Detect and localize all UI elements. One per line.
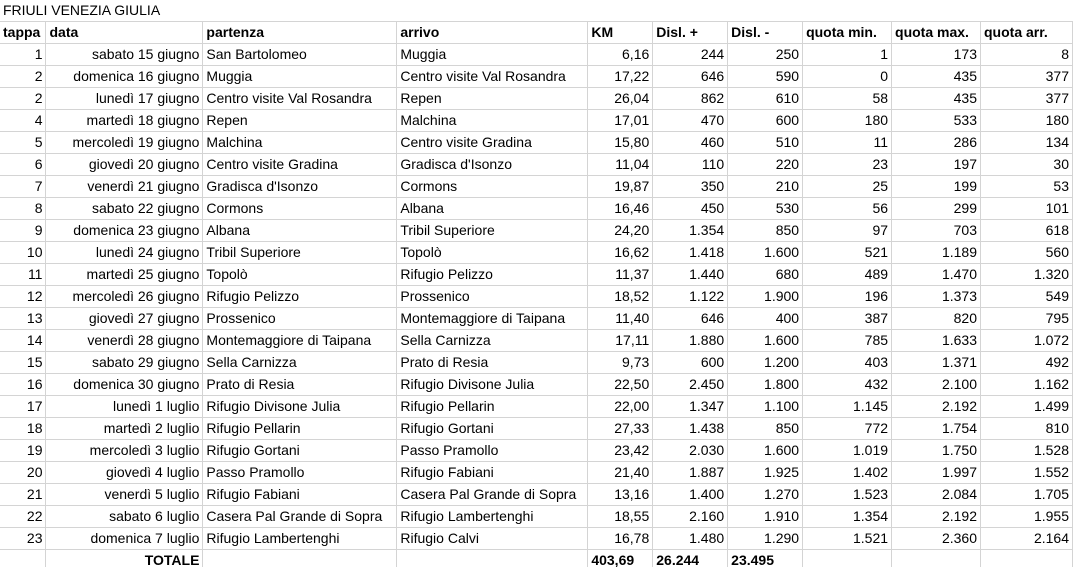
tappa-cell[interactable]: 8 xyxy=(0,198,46,220)
disl-plus-cell[interactable]: 2.030 xyxy=(653,440,728,462)
table-row xyxy=(0,242,1073,264)
quota-max-cell[interactable]: 2.084 xyxy=(892,484,981,506)
arrivo-cell[interactable]: Rifugio Calvi xyxy=(397,528,588,550)
quota-arr-cell[interactable]: 1.528 xyxy=(981,440,1073,462)
table-row xyxy=(0,308,1073,330)
km-cell[interactable]: 19,87 xyxy=(588,176,653,198)
quota-arr-cell[interactable]: 560 xyxy=(981,242,1073,264)
partenza-cell[interactable]: Centro visite Val Rosandra xyxy=(203,88,397,110)
header-cell[interactable]: partenza xyxy=(203,22,397,44)
data-cell[interactable]: giovedì 4 luglio xyxy=(46,462,203,484)
disl-plus-cell[interactable]: 1.440 xyxy=(653,264,728,286)
data-cell[interactable]: sabato 29 giugno xyxy=(46,352,203,374)
tappa-cell[interactable]: 6 xyxy=(0,154,46,176)
quota-arr-cell[interactable]: 810 xyxy=(981,418,1073,440)
partenza-cell[interactable]: Rifugio Lambertenghi xyxy=(203,528,397,550)
table-row xyxy=(0,352,1073,374)
tappa-cell[interactable]: 16 xyxy=(0,374,46,396)
quota-max-cell[interactable]: 1.470 xyxy=(892,264,981,286)
km-cell[interactable]: 22,50 xyxy=(588,374,653,396)
title-row xyxy=(0,0,1073,22)
table-row xyxy=(0,198,1073,220)
table-row xyxy=(0,484,1073,506)
quota-min-cell[interactable]: 1 xyxy=(803,44,892,66)
disl-minus-cell[interactable]: 400 xyxy=(728,308,803,330)
table-row xyxy=(0,264,1073,286)
tappa-cell[interactable]: 5 xyxy=(0,132,46,154)
disl-minus-cell[interactable]: 1.910 xyxy=(728,506,803,528)
quota-min-cell[interactable]: 403 xyxy=(803,352,892,374)
quota-arr-cell[interactable]: 492 xyxy=(981,352,1073,374)
quota-min-cell[interactable]: 56 xyxy=(803,198,892,220)
partenza-cell[interactable]: Cormons xyxy=(203,198,397,220)
data-cell[interactable]: sabato 22 giugno xyxy=(46,198,203,220)
km-cell[interactable]: 17,22 xyxy=(588,66,653,88)
disl-minus-cell[interactable]: 1.100 xyxy=(728,396,803,418)
km-cell[interactable]: 11,04 xyxy=(588,154,653,176)
quota-max-cell[interactable]: 197 xyxy=(892,154,981,176)
quota-max-cell[interactable]: 1.189 xyxy=(892,242,981,264)
arrivo-cell[interactable]: Rifugio Pellarin xyxy=(397,396,588,418)
quota-max-cell[interactable]: 820 xyxy=(892,308,981,330)
data-cell[interactable]: giovedì 20 giugno xyxy=(46,154,203,176)
km-cell[interactable]: 17,11 xyxy=(588,330,653,352)
disl-plus-cell[interactable]: 110 xyxy=(653,154,728,176)
data-cell[interactable]: domenica 7 luglio xyxy=(46,528,203,550)
arrivo-cell[interactable]: Repen xyxy=(397,88,588,110)
table-row xyxy=(0,396,1073,418)
tappa-cell[interactable]: 21 xyxy=(0,484,46,506)
data-cell[interactable]: martedì 2 luglio xyxy=(46,418,203,440)
disl-plus-cell[interactable]: 460 xyxy=(653,132,728,154)
arrivo-cell[interactable]: Montemaggiore di Taipana xyxy=(397,308,588,330)
table-row xyxy=(0,418,1073,440)
disl-minus-cell[interactable]: 1.200 xyxy=(728,352,803,374)
quota-min-cell[interactable]: 25 xyxy=(803,176,892,198)
partenza-cell[interactable]: Rifugio Pellarin xyxy=(203,418,397,440)
quota-max-cell[interactable]: 1.750 xyxy=(892,440,981,462)
table-row xyxy=(0,66,1073,88)
partenza-cell[interactable]: Albana xyxy=(203,220,397,242)
quota-max-cell[interactable]: 173 xyxy=(892,44,981,66)
km-cell[interactable]: 11,37 xyxy=(588,264,653,286)
partenza-cell[interactable]: Sella Carnizza xyxy=(203,352,397,374)
data-cell[interactable]: martedì 25 giugno xyxy=(46,264,203,286)
quota-max-cell[interactable]: 533 xyxy=(892,110,981,132)
table-row xyxy=(0,286,1073,308)
disl-plus-cell[interactable]: 450 xyxy=(653,198,728,220)
quota-arr-cell[interactable]: 2.164 xyxy=(981,528,1073,550)
disl-plus-cell[interactable]: 2.160 xyxy=(653,506,728,528)
disl-minus-cell[interactable]: 510 xyxy=(728,132,803,154)
partenza-cell[interactable]: San Bartolomeo xyxy=(203,44,397,66)
total-row xyxy=(0,550,1073,567)
quota-min-cell[interactable]: 387 xyxy=(803,308,892,330)
tappa-cell[interactable]: 14 xyxy=(0,330,46,352)
disl-minus-cell[interactable]: 1.270 xyxy=(728,484,803,506)
quota-min-cell[interactable]: 23 xyxy=(803,154,892,176)
quota-max-cell[interactable]: 435 xyxy=(892,66,981,88)
arrivo-cell[interactable]: Muggia xyxy=(397,44,588,66)
disl-minus-cell[interactable]: 590 xyxy=(728,66,803,88)
partenza-cell[interactable]: Casera Pal Grande di Sopra xyxy=(203,506,397,528)
data-cell[interactable]: lunedì 1 luglio xyxy=(46,396,203,418)
table-row xyxy=(0,110,1073,132)
km-cell[interactable]: 27,33 xyxy=(588,418,653,440)
partenza-cell[interactable]: Prato di Resia xyxy=(203,374,397,396)
quota-max-cell[interactable]: 703 xyxy=(892,220,981,242)
total-disl-minus[interactable]: 23.495 xyxy=(728,550,803,567)
quota-min-cell[interactable]: 1.523 xyxy=(803,484,892,506)
data-cell[interactable]: lunedì 17 giugno xyxy=(46,88,203,110)
arrivo-cell[interactable]: Casera Pal Grande di Sopra xyxy=(397,484,588,506)
arrivo-cell[interactable]: Prossenico xyxy=(397,286,588,308)
km-cell[interactable]: 17,01 xyxy=(588,110,653,132)
km-cell[interactable]: 22,00 xyxy=(588,396,653,418)
disl-plus-cell[interactable]: 1.887 xyxy=(653,462,728,484)
table-row xyxy=(0,506,1073,528)
tappa-cell[interactable]: 17 xyxy=(0,396,46,418)
disl-plus-cell[interactable]: 1.880 xyxy=(653,330,728,352)
tappa-cell[interactable]: 7 xyxy=(0,176,46,198)
total-disl-plus[interactable]: 26.244 xyxy=(653,550,728,567)
quota-max-cell[interactable]: 1.373 xyxy=(892,286,981,308)
disl-minus-cell[interactable]: 220 xyxy=(728,154,803,176)
partenza-cell[interactable]: Passo Pramollo xyxy=(203,462,397,484)
disl-plus-cell[interactable]: 1.480 xyxy=(653,528,728,550)
disl-plus-cell[interactable]: 646 xyxy=(653,308,728,330)
disl-minus-cell[interactable]: 1.800 xyxy=(728,374,803,396)
quota-min-cell[interactable]: 1.521 xyxy=(803,528,892,550)
quota-max-cell[interactable]: 2.192 xyxy=(892,506,981,528)
km-cell[interactable]: 15,80 xyxy=(588,132,653,154)
disl-minus-cell[interactable]: 1.290 xyxy=(728,528,803,550)
partenza-cell[interactable]: Montemaggiore di Taipana xyxy=(203,330,397,352)
disl-plus-cell[interactable]: 1.354 xyxy=(653,220,728,242)
quota-min-cell[interactable]: 521 xyxy=(803,242,892,264)
arrivo-cell[interactable]: Prato di Resia xyxy=(397,352,588,374)
km-cell[interactable]: 9,73 xyxy=(588,352,653,374)
km-cell[interactable]: 13,16 xyxy=(588,484,653,506)
quota-arr-cell[interactable]: 8 xyxy=(981,44,1073,66)
table-row xyxy=(0,154,1073,176)
arrivo-cell[interactable]: Rifugio Lambertenghi xyxy=(397,506,588,528)
quota-arr-cell[interactable]: 795 xyxy=(981,308,1073,330)
tappa-cell[interactable]: 4 xyxy=(0,110,46,132)
header-cell[interactable]: KM xyxy=(588,22,653,44)
disl-minus-cell[interactable]: 1.925 xyxy=(728,462,803,484)
partenza-cell[interactable]: Rifugio Divisone Julia xyxy=(203,396,397,418)
tappa-cell[interactable]: 18 xyxy=(0,418,46,440)
data-cell[interactable]: lunedì 24 giugno xyxy=(46,242,203,264)
quota-min-cell[interactable]: 0 xyxy=(803,66,892,88)
quota-min-cell[interactable]: 1.145 xyxy=(803,396,892,418)
tappa-cell[interactable]: 11 xyxy=(0,264,46,286)
quota-min-cell[interactable]: 432 xyxy=(803,374,892,396)
data-cell[interactable]: sabato 6 luglio xyxy=(46,506,203,528)
tappa-cell[interactable]: 19 xyxy=(0,440,46,462)
quota-arr-cell[interactable]: 1.072 xyxy=(981,330,1073,352)
quota-arr-cell[interactable]: 618 xyxy=(981,220,1073,242)
quota-min-cell[interactable]: 772 xyxy=(803,418,892,440)
arrivo-cell[interactable]: Centro visite Val Rosandra xyxy=(397,66,588,88)
disl-plus-cell[interactable]: 2.450 xyxy=(653,374,728,396)
header-cell[interactable]: data xyxy=(46,22,203,44)
quota-max-cell[interactable]: 1.997 xyxy=(892,462,981,484)
header-cell[interactable]: quota min. xyxy=(803,22,892,44)
disl-plus-cell[interactable]: 600 xyxy=(653,352,728,374)
partenza-cell[interactable]: Gradisca d'Isonzo xyxy=(203,176,397,198)
header-cell[interactable]: tappa xyxy=(0,22,46,44)
disl-plus-cell[interactable]: 1.418 xyxy=(653,242,728,264)
quota-min-cell[interactable]: 58 xyxy=(803,88,892,110)
arrivo-cell[interactable]: Rifugio Gortani xyxy=(397,418,588,440)
arrivo-cell[interactable]: Gradisca d'Isonzo xyxy=(397,154,588,176)
quota-min-cell[interactable]: 489 xyxy=(803,264,892,286)
data-cell[interactable]: venerdì 21 giugno xyxy=(46,176,203,198)
data-cell[interactable]: giovedì 27 giugno xyxy=(46,308,203,330)
quota-min-cell[interactable]: 180 xyxy=(803,110,892,132)
disl-minus-cell[interactable]: 1.600 xyxy=(728,330,803,352)
quota-max-cell[interactable]: 435 xyxy=(892,88,981,110)
quota-min-cell[interactable]: 1.402 xyxy=(803,462,892,484)
disl-minus-cell[interactable]: 530 xyxy=(728,198,803,220)
data-cell[interactable]: domenica 23 giugno xyxy=(46,220,203,242)
quota-max-cell[interactable]: 1.633 xyxy=(892,330,981,352)
quota-arr-cell[interactable]: 549 xyxy=(981,286,1073,308)
tappa-cell[interactable]: 2 xyxy=(0,88,46,110)
total-label[interactable]: TOTALE xyxy=(46,550,203,567)
table-row xyxy=(0,88,1073,110)
quota-arr-cell[interactable]: 101 xyxy=(981,198,1073,220)
disl-minus-cell[interactable]: 600 xyxy=(728,110,803,132)
data-cell[interactable]: domenica 30 giugno xyxy=(46,374,203,396)
km-cell[interactable]: 23,42 xyxy=(588,440,653,462)
disl-minus-cell[interactable]: 610 xyxy=(728,88,803,110)
disl-plus-cell[interactable]: 1.400 xyxy=(653,484,728,506)
disl-plus-cell[interactable]: 470 xyxy=(653,110,728,132)
quota-arr-cell[interactable]: 1.552 xyxy=(981,462,1073,484)
km-cell[interactable]: 16,78 xyxy=(588,528,653,550)
disl-minus-cell[interactable]: 1.600 xyxy=(728,242,803,264)
header-cell[interactable]: quota arr. xyxy=(981,22,1073,44)
partenza-cell[interactable]: Prossenico xyxy=(203,308,397,330)
data-cell[interactable]: mercoledì 19 giugno xyxy=(46,132,203,154)
quota-min-cell[interactable]: 196 xyxy=(803,286,892,308)
partenza-cell[interactable]: Tribil Superiore xyxy=(203,242,397,264)
quota-arr-cell[interactable]: 180 xyxy=(981,110,1073,132)
arrivo-cell[interactable]: Rifugio Divisone Julia xyxy=(397,374,588,396)
total-km[interactable]: 403,69 xyxy=(588,550,653,567)
header-cell[interactable]: Disl. + xyxy=(653,22,728,44)
partenza-cell[interactable]: Topolò xyxy=(203,264,397,286)
disl-minus-cell[interactable]: 210 xyxy=(728,176,803,198)
sheet-title[interactable]: FRIULI VENEZIA GIULIA xyxy=(0,0,397,22)
km-cell[interactable]: 24,20 xyxy=(588,220,653,242)
disl-plus-cell[interactable]: 1.438 xyxy=(653,418,728,440)
header-cell[interactable]: quota max. xyxy=(892,22,981,44)
table-row xyxy=(0,462,1073,484)
quota-arr-cell[interactable]: 1.955 xyxy=(981,506,1073,528)
data-cell[interactable]: mercoledì 26 giugno xyxy=(46,286,203,308)
km-cell[interactable]: 26,04 xyxy=(588,88,653,110)
quota-arr-cell[interactable]: 1.320 xyxy=(981,264,1073,286)
quota-arr-cell[interactable]: 53 xyxy=(981,176,1073,198)
disl-minus-cell[interactable]: 680 xyxy=(728,264,803,286)
km-cell[interactable]: 18,55 xyxy=(588,506,653,528)
quota-max-cell[interactable]: 2.360 xyxy=(892,528,981,550)
quota-max-cell[interactable]: 2.192 xyxy=(892,396,981,418)
quota-max-cell[interactable]: 1.754 xyxy=(892,418,981,440)
arrivo-cell[interactable]: Passo Pramollo xyxy=(397,440,588,462)
tappa-cell[interactable]: 9 xyxy=(0,220,46,242)
quota-arr-cell[interactable]: 30 xyxy=(981,154,1073,176)
tappa-cell[interactable]: 2 xyxy=(0,66,46,88)
partenza-cell[interactable]: Repen xyxy=(203,110,397,132)
arrivo-cell[interactable]: Cormons xyxy=(397,176,588,198)
header-row xyxy=(0,22,1073,44)
tappa-cell[interactable]: 10 xyxy=(0,242,46,264)
table-row xyxy=(0,374,1073,396)
arrivo-cell[interactable]: Rifugio Fabiani xyxy=(397,462,588,484)
disl-plus-cell[interactable]: 1.347 xyxy=(653,396,728,418)
quota-arr-cell[interactable]: 1.705 xyxy=(981,484,1073,506)
data-cell[interactable]: venerdì 28 giugno xyxy=(46,330,203,352)
km-cell[interactable]: 6,16 xyxy=(588,44,653,66)
arrivo-cell[interactable]: Tribil Superiore xyxy=(397,220,588,242)
quota-max-cell[interactable]: 299 xyxy=(892,198,981,220)
table-row xyxy=(0,330,1073,352)
disl-minus-cell[interactable]: 1.900 xyxy=(728,286,803,308)
quota-max-cell[interactable]: 199 xyxy=(892,176,981,198)
tappa-cell[interactable]: 1 xyxy=(0,44,46,66)
header-cell[interactable]: arrivo xyxy=(397,22,588,44)
quota-min-cell[interactable]: 11 xyxy=(803,132,892,154)
arrivo-cell[interactable]: Centro visite Gradina xyxy=(397,132,588,154)
disl-plus-cell[interactable]: 862 xyxy=(653,88,728,110)
table-row xyxy=(0,440,1073,462)
km-cell[interactable]: 16,62 xyxy=(588,242,653,264)
quota-max-cell[interactable]: 2.100 xyxy=(892,374,981,396)
disl-plus-cell[interactable]: 646 xyxy=(653,66,728,88)
disl-plus-cell[interactable]: 244 xyxy=(653,44,728,66)
partenza-cell[interactable]: Malchina xyxy=(203,132,397,154)
quota-arr-cell[interactable]: 134 xyxy=(981,132,1073,154)
partenza-cell[interactable]: Rifugio Gortani xyxy=(203,440,397,462)
partenza-cell[interactable]: Rifugio Pelizzo xyxy=(203,286,397,308)
disl-plus-cell[interactable]: 1.122 xyxy=(653,286,728,308)
header-cell[interactable]: Disl. - xyxy=(728,22,803,44)
quota-arr-cell[interactable]: 1.499 xyxy=(981,396,1073,418)
disl-plus-cell[interactable]: 350 xyxy=(653,176,728,198)
quota-arr-cell[interactable]: 377 xyxy=(981,88,1073,110)
arrivo-cell[interactable]: Malchina xyxy=(397,110,588,132)
arrivo-cell[interactable]: Rifugio Pelizzo xyxy=(397,264,588,286)
partenza-cell[interactable]: Muggia xyxy=(203,66,397,88)
table-row xyxy=(0,44,1073,66)
quota-arr-cell[interactable]: 1.162 xyxy=(981,374,1073,396)
table-row xyxy=(0,132,1073,154)
data-cell[interactable]: venerdì 5 luglio xyxy=(46,484,203,506)
arrivo-cell[interactable]: Albana xyxy=(397,198,588,220)
km-cell[interactable]: 11,40 xyxy=(588,308,653,330)
data-cell[interactable]: mercoledì 3 luglio xyxy=(46,440,203,462)
quota-min-cell[interactable]: 785 xyxy=(803,330,892,352)
arrivo-cell[interactable]: Topolò xyxy=(397,242,588,264)
quota-min-cell[interactable]: 97 xyxy=(803,220,892,242)
disl-minus-cell[interactable]: 1.600 xyxy=(728,440,803,462)
table-row xyxy=(0,220,1073,242)
table-row xyxy=(0,176,1073,198)
tappa-cell[interactable]: 12 xyxy=(0,286,46,308)
disl-minus-cell[interactable]: 850 xyxy=(728,220,803,242)
tappa-cell[interactable]: 13 xyxy=(0,308,46,330)
km-cell[interactable]: 18,52 xyxy=(588,286,653,308)
quota-arr-cell[interactable]: 377 xyxy=(981,66,1073,88)
quota-min-cell[interactable]: 1.019 xyxy=(803,440,892,462)
data-cell[interactable]: domenica 16 giugno xyxy=(46,66,203,88)
partenza-cell[interactable]: Centro visite Gradina xyxy=(203,154,397,176)
table-row xyxy=(0,528,1073,550)
tappa-cell[interactable]: 15 xyxy=(0,352,46,374)
quota-min-cell[interactable]: 1.354 xyxy=(803,506,892,528)
tappa-cell[interactable]: 22 xyxy=(0,506,46,528)
data-cell[interactable]: sabato 15 giugno xyxy=(46,44,203,66)
quota-max-cell[interactable]: 286 xyxy=(892,132,981,154)
arrivo-cell[interactable]: Sella Carnizza xyxy=(397,330,588,352)
km-cell[interactable]: 21,40 xyxy=(588,462,653,484)
quota-max-cell[interactable]: 1.371 xyxy=(892,352,981,374)
tappa-cell[interactable]: 23 xyxy=(0,528,46,550)
data-cell[interactable]: martedì 18 giugno xyxy=(46,110,203,132)
tappa-cell[interactable]: 20 xyxy=(0,462,46,484)
disl-minus-cell[interactable]: 250 xyxy=(728,44,803,66)
disl-minus-cell[interactable]: 850 xyxy=(728,418,803,440)
partenza-cell[interactable]: Rifugio Fabiani xyxy=(203,484,397,506)
km-cell[interactable]: 16,46 xyxy=(588,198,653,220)
